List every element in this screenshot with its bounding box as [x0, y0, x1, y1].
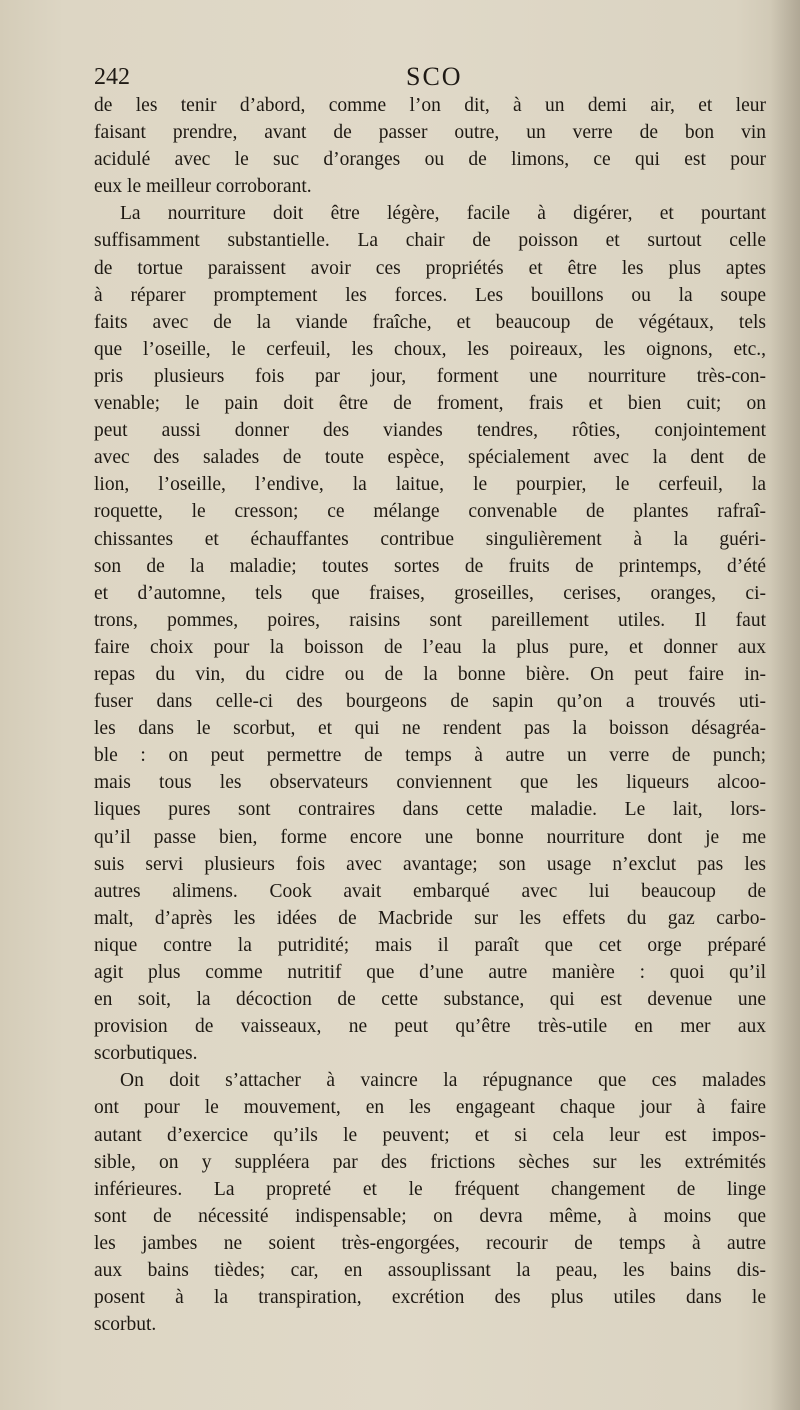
text-line: provision de vaisseaux, ne peut qu’être très-utile en mer aux: [94, 1016, 766, 1038]
text-line: faisant prendre, avant de passer outre, un verre de bon vin: [94, 122, 766, 144]
body-text: [94, 92, 766, 1338]
text-line: suffisamment substantielle. La chair de poisson et surtout celle: [94, 230, 766, 252]
text-line: les jambes ne soient très-engorgées, recourir de temps à autre: [94, 1232, 766, 1254]
text-line: en soit, la décoction de cette substance, qui est devenue une: [94, 989, 766, 1011]
text-line: lion, l’oseille, l’endive, la laitue, le pourpier, le cerfeuil, la: [94, 474, 766, 496]
text-line: les dans le scorbut, et qui ne rendent pas la boisson désagréa-: [94, 718, 766, 740]
text-line: qu’il passe bien, forme encore une bonne nourriture dont je me: [94, 826, 766, 848]
text-line: aux bains tièdes; car, en assouplissant la peau, les bains dis-: [94, 1260, 766, 1282]
text-line: roquette, le cresson; ce mélange convenable de plantes rafraî-: [94, 501, 766, 523]
spine-shadow: [770, 0, 800, 1410]
text-line: et d’automne, tels que fraises, groseilles, cerises, oranges, ci-: [94, 582, 766, 604]
text-line: La nourriture doit être légère, facile à digérer, et pourtant: [120, 203, 766, 225]
text-line: avec des salades de toute espèce, spécialement avec la dent de: [94, 447, 766, 469]
text-line: à réparer promptement les forces. Les bouillons ou la soupe: [94, 284, 766, 306]
text-line: pris plusieurs fois par jour, forment une nourriture très-con-: [94, 365, 766, 387]
text-line: agit plus comme nutritif que d’une autre manière : quoi qu’il: [94, 962, 766, 983]
text-line: trons, pommes, poires, raisins sont pareillement utiles. Il faut: [94, 609, 766, 631]
text-line: ont pour le mouvement, en les engageant chaque jour à faire: [94, 1097, 766, 1119]
text-line: son de la maladie; toutes sortes de fruits de printemps, d’été: [94, 555, 766, 577]
text-line: autres alimens. Cook avait embarqué avec lui beaucoup de: [94, 880, 766, 902]
text-line: nique contre la putridité; mais il paraît que cet orge préparé: [94, 934, 766, 956]
text-line: chissantes et échauffantes contribue singulièrement à la guéri-: [94, 528, 766, 550]
text-line: scorbutiques.: [94, 1043, 198, 1065]
text-line: inférieures. La propreté et le fréquent changement de linge: [94, 1178, 766, 1200]
text-line: de tortue paraissent avoir ces propriétés et être les plus aptes: [94, 257, 766, 279]
text-line: posent à la transpiration, excrétion des plus utiles dans le: [94, 1287, 766, 1309]
page-number: 242: [94, 64, 130, 90]
text-line: repas du vin, du cidre ou de la bonne bière. On peut faire in-: [94, 663, 766, 685]
text-line: que l’oseille, le cerfeuil, les choux, les poireaux, les oignons, etc.,: [94, 338, 766, 360]
text-line: eux le meilleur corroborant.: [94, 176, 312, 198]
text-line: fuser dans celle-ci des bourgeons de sapin qu’on a trouvés uti-: [94, 691, 766, 713]
text-line: sont de nécessité indispensable; on devra même, à moins que: [94, 1205, 766, 1227]
text-line: autant d’exercice qu’ils le peuvent; et si cela leur est impos-: [94, 1124, 766, 1146]
text-line: faire choix pour la boisson de l’eau la plus pure, et donner aux: [94, 636, 766, 658]
text-line: peut aussi donner des viandes tendres, rôties, conjointement: [94, 420, 766, 442]
text-line: malt, d’après les idées de Macbride sur les effets du gaz carbo-: [94, 907, 766, 929]
text-line: liques pures sont contraires dans cette maladie. Le lait, lors-: [94, 799, 766, 821]
text-line: faits avec de la viande fraîche, et beaucoup de végétaux, tels: [94, 311, 766, 333]
text-line: scorbut.: [94, 1314, 157, 1336]
text-line: ble : on peut permettre de temps à autre un verre de punch;: [94, 745, 766, 767]
text-line: sible, on y suppléera par des frictions sèches sur les extrémités: [94, 1151, 766, 1173]
text-line: acidulé avec le suc d’oranges ou de limons, ce qui est pour: [94, 149, 766, 171]
text-line: On doit s’attacher à vaincre la répugnance que ces malades: [120, 1070, 766, 1092]
running-head: SCO: [406, 62, 463, 91]
text-line: suis servi plusieurs fois avec avantage; son usage n’exclut pas les: [94, 853, 766, 875]
text-line: de les tenir d’abord, comme l’on dit, à un demi air, et leur: [94, 95, 766, 116]
text-line: venable; le pain doit être de froment, frais et bien cuit; on: [94, 393, 766, 415]
text-line: mais tous les observateurs conviennent que les liqueurs alcoo-: [94, 772, 766, 794]
page-header: [94, 60, 766, 94]
